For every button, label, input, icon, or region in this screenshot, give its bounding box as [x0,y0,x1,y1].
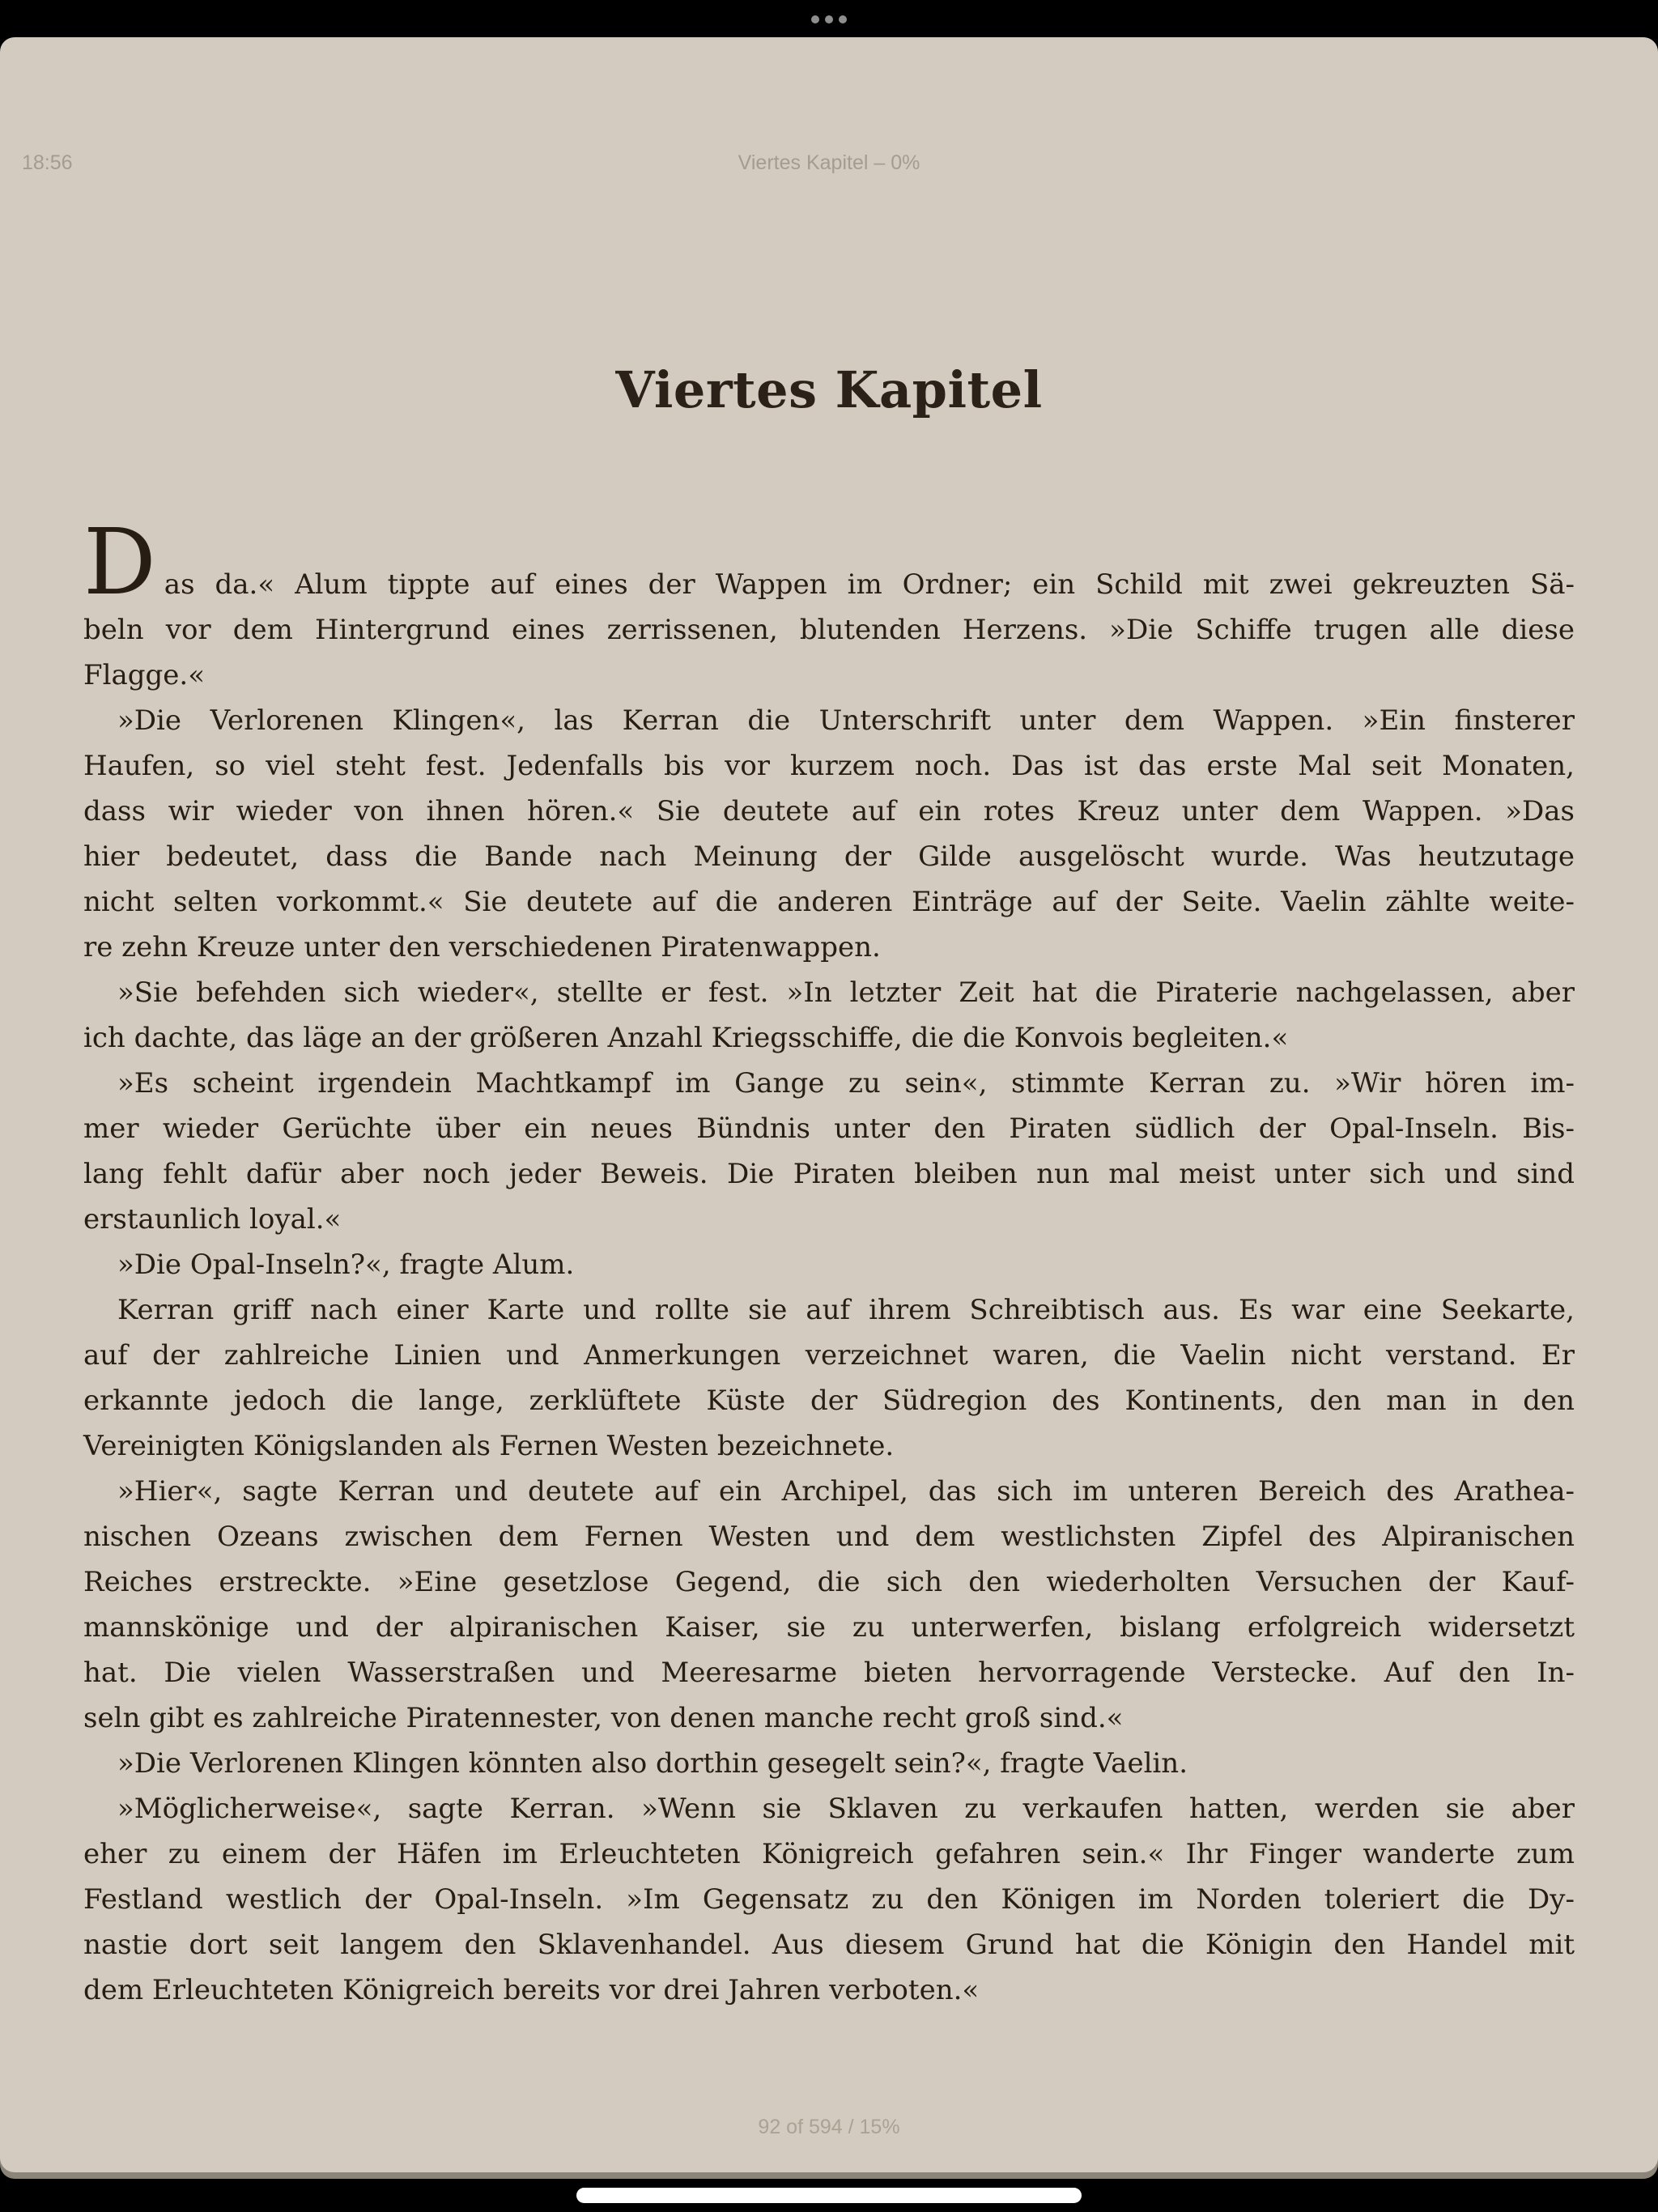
text-line: »Es scheint irgendein Machtkampf im Gange zu sein«, stimmte Kerran zu. »Wir hören im- [117,1067,1575,1100]
text-line: hat. Die vielen Wasserstraßen und Meeresarme bieten hervorragende Verstecke. Auf den In- [83,1657,1575,1689]
multitask-dots-icon[interactable] [811,15,847,23]
text-line: Reiches erstreckte. »Eine gesetzlose Gegend, die sich den wiederholten Versuchen der Kauf- [83,1566,1575,1598]
text-line: mannskönige und der alpiranischen Kaiser, sie zu unterwerfen, bislang erfolgreich widersetzt [83,1611,1575,1644]
text-line: lang fehlt dafür aber noch jeder Beweis. Die Piraten bleiben nun mal meist unter sich und sind [83,1158,1575,1190]
text-line: »Die Verlorenen Klingen«, las Kerran die Unterschrift unter dem Wappen. »Ein finsterer [117,704,1575,737]
paragraph [83,1469,1575,1741]
text-line: ich dachte, das läge an der größeren Anzahl Kriegsschiffe, die die Konvois begleiten.« [83,1022,1289,1054]
text-line: dem Erleuchteten Königreich bereits vor drei Jahren verboten.« [83,1974,980,2006]
page-progress-label: 92 of 594 / 15% [758,2116,900,2138]
paragraph [83,970,1575,1061]
text-line: Das da.« Alum tippte auf eines der Wappen im Ordner; ein Schild mit zwei gekreuzten Sä- [83,510,1575,615]
status-bar [0,149,1658,177]
text-line: Vereinigten Königslanden als Fernen Westen bezeichnete. [83,1430,895,1462]
paragraph [83,1786,1575,2013]
text-line: re zehn Kreuze unter den verschiedenen Piratenwappen. [83,931,881,963]
text-line: seln gibt es zahlreiche Piratennester, von denen manche recht groß sind.« [83,1702,1124,1734]
text-line: hier bedeutet, dass die Bande nach Meinung der Gilde ausgelöscht wurde. Was heutzutage [83,840,1575,873]
text-line: »Möglicherweise«, sagte Kerran. »Wenn sie Sklaven zu verkaufen hatten, werden sie aber [117,1793,1575,1825]
reading-position-title: Viertes Kapitel – 0% [738,151,920,174]
text-line: nischen Ozeans zwischen dem Fernen Westen und dem westlichsten Zipfel des Alpiranischen [83,1521,1575,1553]
paragraph [83,1287,1575,1469]
text-line: beln vor dem Hintergrund eines zerrissenen, blutenden Herzens. »Die Schiffe trugen alle diese [83,614,1575,646]
paragraph [83,698,1575,970]
text-line: »Hier«, sagte Kerran und deutete auf ein Archipel, das sich im unteren Bereich des Arathea- [117,1475,1575,1508]
paragraph [83,1741,1575,1786]
home-bar [0,2179,1658,2212]
paragraph [83,1061,1575,1242]
text-line: Haufen, so viel steht fest. Jedenfalls bis vor kurzem noch. Das ist das erste Mal seit Monaten, [83,750,1575,782]
book-page[interactable] [0,37,1658,2172]
home-indicator[interactable] [576,2188,1082,2203]
text-line: erkannte jedoch die lange, zerklüftete Küste der Südregion des Kontinents, den man in den [83,1385,1575,1417]
text-line: nastie dort seit langem den Sklavenhandel. Aus diesem Grund hat die Königin den Handel mit [83,1929,1575,1961]
text-line: mer wieder Gerüchte über ein neues Bündnis unter den Piraten südlich der Opal-Inseln. Bis- [83,1112,1575,1145]
text-line: Flagge.« [83,659,205,691]
drop-cap: D [83,510,156,615]
text-line: Festland westlich der Opal-Inseln. »Im Gegensatz zu den Königen im Norden toleriert die Dy- [83,1883,1575,1916]
text-line: auf der zahlreiche Linien und Anmerkungen verzeichnet waren, die Vaelin nicht verstand. Er [83,1339,1575,1372]
text-line: erstaunlich loyal.« [83,1203,342,1236]
clock: 18:56 [22,151,73,174]
text-line: »Sie befehden sich wieder«, stellte er fest. »In letzter Zeit hat die Piraterie nachgelassen, aber [117,976,1575,1009]
chapter-title: Viertes Kapitel [615,360,1043,419]
multitasking-bar[interactable] [0,0,1658,37]
text-line: Kerran griff nach einer Karte und rollte sie auf ihrem Schreibtisch aus. Es war eine Seekarte, [117,1294,1575,1326]
text-line: eher zu einem der Häfen im Erleuchteten Königreich gefahren sein.« Ihr Finger wanderte zum [83,1838,1575,1870]
paragraph [83,510,1575,698]
paragraph [83,1242,1575,1287]
book-text [83,510,1575,2013]
text-line: nicht selten vorkommt.« Sie deutete auf die anderen Einträge auf der Seite. Vaelin zählte weite- [83,886,1575,918]
text-line: »Die Opal-Inseln?«, fragte Alum. [117,1249,575,1281]
text-line: »Die Verlorenen Klingen könnten also dorthin gesegelt sein?«, fragte Vaelin. [117,1747,1188,1780]
text-line: dass wir wieder von ihnen hören.« Sie deutete auf ein rotes Kreuz unter dem Wappen. »Das [83,795,1575,827]
